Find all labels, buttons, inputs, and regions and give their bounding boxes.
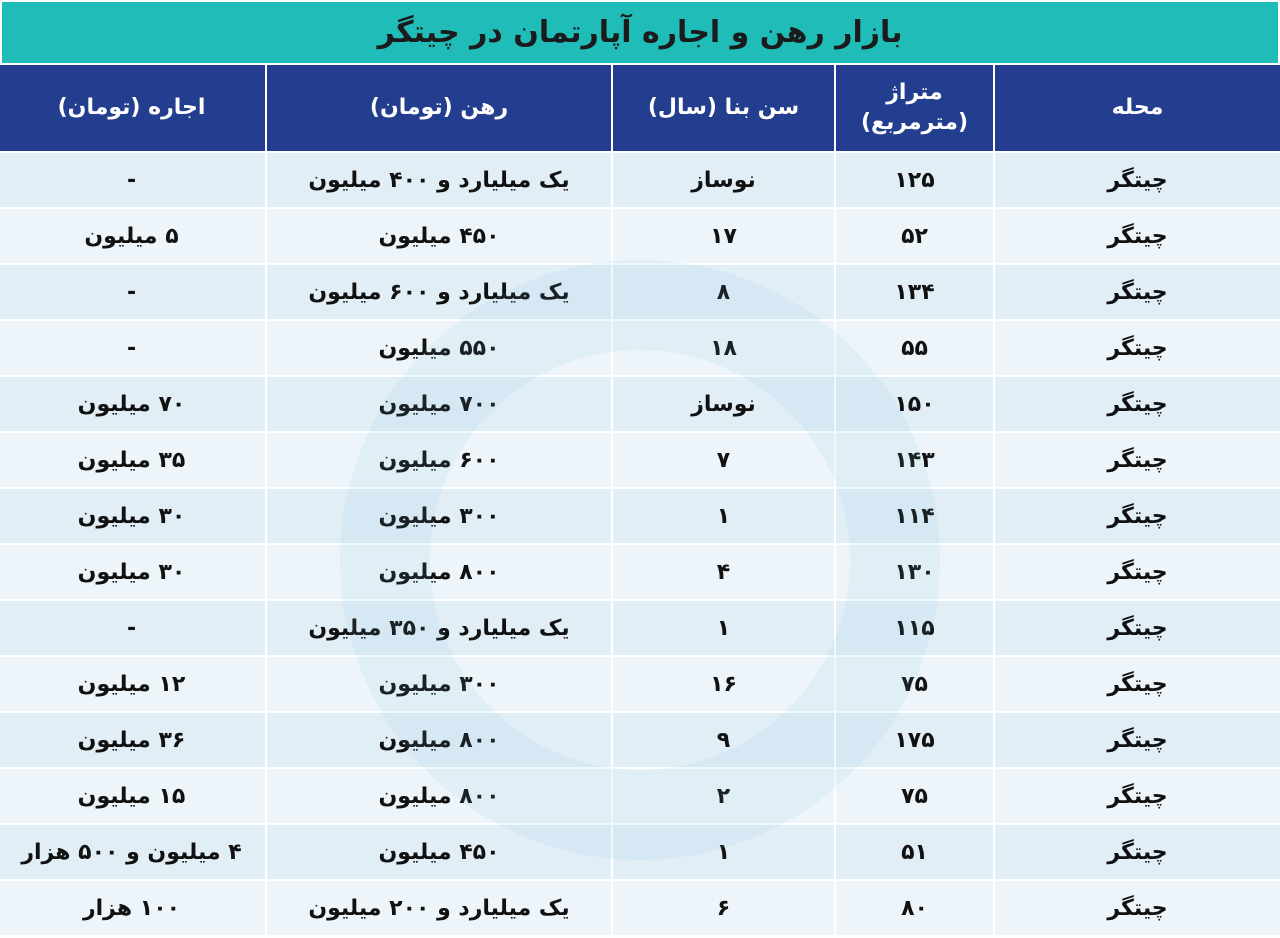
cell-age: ۱۶	[613, 657, 834, 711]
header-rent: اجاره (تومان)	[0, 65, 265, 151]
cell-neighborhood: چیتگر	[995, 433, 1280, 487]
cell-age: ۱۸	[613, 321, 834, 375]
cell-neighborhood: چیتگر	[995, 881, 1280, 935]
page-title: بازار رهن و اجاره آپارتمان در چیتگر	[377, 15, 903, 50]
cell-mortgage: ۳۰۰ میلیون	[267, 657, 611, 711]
cell-rent: ۴ میلیون و ۵۰۰ هزار	[0, 825, 265, 879]
cell-neighborhood: چیتگر	[995, 825, 1280, 879]
cell-mortgage: ۷۰۰ میلیون	[267, 377, 611, 431]
cell-mortgage: یک میلیارد و ۴۰۰ میلیون	[267, 153, 611, 207]
cell-area: ۷۵	[836, 769, 993, 823]
cell-rent: ۷۰ میلیون	[0, 377, 265, 431]
cell-age: نوساز	[613, 377, 834, 431]
cell-neighborhood: چیتگر	[995, 489, 1280, 543]
cell-neighborhood: چیتگر	[995, 321, 1280, 375]
cell-age: ۱۷	[613, 209, 834, 263]
cell-area: ۱۲۵	[836, 153, 993, 207]
cell-mortgage: ۴۵۰ میلیون	[267, 209, 611, 263]
title-bar	[2, 2, 1278, 63]
cell-age: ۱	[613, 489, 834, 543]
cell-rent: ۳۵ میلیون	[0, 433, 265, 487]
cell-mortgage: ۶۰۰ میلیون	[267, 433, 611, 487]
cell-neighborhood: چیتگر	[995, 209, 1280, 263]
cell-area: ۷۵	[836, 657, 993, 711]
cell-rent: ۱۵ میلیون	[0, 769, 265, 823]
cell-age: ۶	[613, 881, 834, 935]
cell-mortgage: یک میلیارد و ۶۰۰ میلیون	[267, 265, 611, 319]
cell-mortgage: یک میلیارد و ۲۰۰ میلیون	[267, 881, 611, 935]
cell-rent: ۳۰ میلیون	[0, 545, 265, 599]
cell-area: ۵۵	[836, 321, 993, 375]
cell-rent: ۵ میلیون	[0, 209, 265, 263]
cell-rent: ۱۲ میلیون	[0, 657, 265, 711]
cell-area: ۱۷۵	[836, 713, 993, 767]
cell-mortgage: ۳۰۰ میلیون	[267, 489, 611, 543]
cell-mortgage: ۸۰۰ میلیون	[267, 769, 611, 823]
cell-age: ۱	[613, 601, 834, 655]
header-area	[836, 65, 993, 151]
cell-rent: -	[0, 265, 265, 319]
cell-age: ۷	[613, 433, 834, 487]
cell-neighborhood: چیتگر	[995, 769, 1280, 823]
cell-mortgage: ۵۵۰ میلیون	[267, 321, 611, 375]
cell-age: ۸	[613, 265, 834, 319]
cell-neighborhood: چیتگر	[995, 377, 1280, 431]
cell-rent: ۳۶ میلیون	[0, 713, 265, 767]
cell-neighborhood: چیتگر	[995, 265, 1280, 319]
cell-neighborhood: چیتگر	[995, 713, 1280, 767]
cell-area: ۱۳۰	[836, 545, 993, 599]
cell-area: ۱۱۴	[836, 489, 993, 543]
cell-age: نوساز	[613, 153, 834, 207]
cell-age: ۱	[613, 825, 834, 879]
cell-rent: -	[0, 153, 265, 207]
header-area-unit: (مترمربع)	[861, 110, 968, 135]
header-area-title: متراژ	[886, 80, 943, 105]
rent-table	[0, 65, 1280, 935]
cell-mortgage: ۸۰۰ میلیون	[267, 545, 611, 599]
cell-mortgage: ۴۵۰ میلیون	[267, 825, 611, 879]
header-age: سن بنا (سال)	[613, 65, 834, 151]
cell-rent: ۳۰ میلیون	[0, 489, 265, 543]
cell-area: ۵۱	[836, 825, 993, 879]
cell-mortgage: یک میلیارد و ۳۵۰ میلیون	[267, 601, 611, 655]
cell-area: ۱۱۵	[836, 601, 993, 655]
cell-neighborhood: چیتگر	[995, 545, 1280, 599]
cell-area: ۸۰	[836, 881, 993, 935]
cell-rent: -	[0, 321, 265, 375]
cell-area: ۱۵۰	[836, 377, 993, 431]
cell-rent: ۱۰۰ هزار	[0, 881, 265, 935]
cell-mortgage: ۸۰۰ میلیون	[267, 713, 611, 767]
cell-age: ۲	[613, 769, 834, 823]
cell-rent: -	[0, 601, 265, 655]
cell-age: ۹	[613, 713, 834, 767]
header-neighborhood: محله	[995, 65, 1280, 151]
cell-area: ۵۲	[836, 209, 993, 263]
cell-area: ۱۳۴	[836, 265, 993, 319]
cell-age: ۴	[613, 545, 834, 599]
cell-neighborhood: چیتگر	[995, 153, 1280, 207]
header-mortgage: رهن (تومان)	[267, 65, 611, 151]
cell-neighborhood: چیتگر	[995, 657, 1280, 711]
cell-area: ۱۴۳	[836, 433, 993, 487]
cell-neighborhood: چیتگر	[995, 601, 1280, 655]
